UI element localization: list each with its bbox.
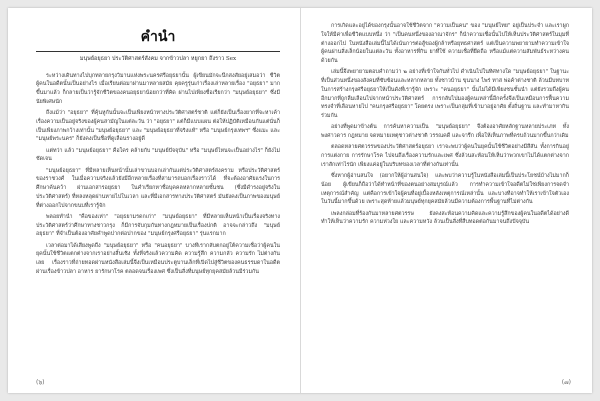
page-title: คำนำ <box>140 29 176 45</box>
paragraph: ระหว่างเดินทางไปบุกทลายกรุงวิมานแห่งพระนครศรีอยุธยานั้น ผู้เขียนมักจะนึกสงสัยอยู่เสมอว่า ชีวิตผู้คนในอดีตนั้นเป็นอย่างไร เมื่อเรียนต่อมาผ่านมาหลายสมัย คุยครูรุ่นเก่าเรื่องเล่าหลายเรื่อง "อยุธยา" มากขึ้นมาแล้ว ก็กลายเป็นว่ารู้จักชีวิตของคนอยุธยาน้อยกว่าที่คิด ผ่านไปเพียงชื่อเรียกว่า "มนุษย์อยุธยา" ซึ่งมีนัยพิเศษนัก <box>36 72 280 105</box>
left-page <box>8 8 300 393</box>
book-spread <box>8 8 592 393</box>
paragraph: แต่ทว่า แล้ว "มนุษย์อยุธยา" คือใคร คล้ายกับ "มนุษย์ปัจจุบัน" หรือ "มนุษย์ไหนจะเป็นอย่างไร" ก็ยังไม่ชัดเจน <box>36 147 280 163</box>
title-rule <box>36 51 280 52</box>
paragraph: ซึ่งหากผู้อ่านสนใจ (อยากให้ผู้อ่านสนใจ) และพบว่าความรู้ในหนังสือเล่มนี้เป็นประโยชน์บ้างไม่มากก็น้อย ผู้เขียนก็ถือว่าได้ทำหน้าที่ของตนอย่างสมบูรณ์แล้ว การทำความเข้าใจอดีตไม่ใช่เพียงการจดจำเหตุการณ์สำคัญ แต่คือการเข้าใจผู้คนที่อยู่เบื้องหลังเหตุการณ์เหล่านั้น และบางทีอาจทำให้เราเข้าใจตัวเองในวันนี้มากขึ้นด้วย เพราะสุดท้ายแล้วมนุษย์ทุกยุคสมัยล้วนมีความต้องการพื้นฐานที่ไม่ต่างกัน <box>321 173 569 206</box>
page-number: (๗) <box>561 379 571 386</box>
book-subtitle: มนุษย์อยุธยา ประวัติศาสตร์สังคม จากข้าวปลา หยูกยา ถึงราว Sex <box>79 56 237 62</box>
page-number: (๖) <box>36 379 45 386</box>
paragraph: การเกิดและอยู่ได้ของกรุงนั้นอาจใช้ชีวิตจาก "ความเป็นคน" ของ "มนุษย์ไทย" อยู่เป็นประจำ และเราผูกใจให้มีค่าเพื่อชีวิตแบบหนึ่ง ว่า "เป็นคนหนึ่งของอาณาจักร" ก็นำความเชื่อนั้นไปให้เห็นประวัติศาสตร์ในมุมที่ต่างออกไป ในหนังสือเล่มนี้ไม่ได้เน้นการต่อสู้ของผู้กล้าหรือยุทธศาสตร์ แต่เป็นความพยายามทำความเข้าใจผู้คนผ่านสิ่งเล็กน้อยในแต่ละวัน ทั้งอาหารที่กิน ยาที่ใช้ ความเชื่อที่ยึดถือ หรือแม้แต่ความสัมพันธ์ระหว่างคนด้วยกัน <box>321 23 569 64</box>
paragraph: เล่มนี้จึงพยายามตอบคำถามว่า ๒ อย่างที่เข้าใจกันทั่วไป ดำเนินไปในทิศทางใด "มนุษย์อยุธยา" ในฐานะที่เป็นส่วนหนึ่งของสังคมที่ซับซ้อนและหลากหลาย ทั้งชาวบ้าน ขุนนาง ไพร่ ทาส พ่อค้าต่างชาติ ล้วนมีบทบาทในการสร้างกรุงศรีอยุธยาให้เป็นดังที่เรารู้จัก เพราะ "คนอยุธยา" นั้นไม่ได้มีเพียงชนชั้นนำ แต่ยังรวมถึงผู้คนอีกมากที่ถูกลืมเลือนไปจากหน้าประวัติศาสตร์ การกลับไปมองผู้คนเหล่านี้อีกครั้งจึงเป็นเหมือนการฟื้นความทรงจำที่เลือนหายไป "คนกรุงศรีอยุธยา" โดยตรง เพราะเป็นกลุ่มที่เข้ามาอยู่อาศัย ตั้งถิ่นฐาน และทำมาหากินร่วมกัน <box>321 69 569 119</box>
paragraph: เวลาต่อมาได้เสียงพูดถึง "มนุษย์อยุธยา" หรือ "คนอยุธยา" บางทีเรากลับตกอยู่ใต้ความเชื่อว่าผู้คนในยุคนั้นใช้ชีวิตแตกต่างจากเราอย่างสิ้นเชิง ทั้งที่จริงแล้วความคิด ความรู้สึก ความกลัว ความรัก ไม่ต่างกันเลย เรื่องราวที่ถ่ายทอดผ่านหนังสือเล่มนี้จึงเป็นเหมือนประตูบานเล็กที่เปิดไปสู่ชีวิตของคนธรรมดาในอดีต ผ่านเรื่องข้าวปลา อาหาร ยารักษาโรค ตลอดจนเรื่องเพศ ซึ่งเป็นสิ่งที่มนุษย์ทุกยุคสมัยล้วนมีร่วมกัน <box>36 242 280 275</box>
paragraph: อย่างที่พูดมาข้างต้น การค้นหาความเป็น "มนุษย์อยุธยา" จึงต้องอาศัยหลักฐานหลายประเภท ทั้งพงศาวดาร กฎหมาย จดหมายเหตุชาวต่างชาติ วรรณคดี และจารึก เพื่อให้เห็นภาพที่ครบถ้วนมากขึ้นกว่าเดิม <box>321 124 569 139</box>
paragraph: พลอยทำนำ "คือของเห่า" "อยุธยามรดกเก่า" "มนุษย์อยุธยา" ที่มีหลายเห็นหน้าเป็นเรื่องจริงทางประวัติศาสตร์ว่าศึกษาทางชาวกรุง ก็มีการจับกุมกันทางกฎหมายเป็นเรื่องปกติ อาจจะกล่าวถึง "มนุษย์อยุธยา" ที่จำเป็นต้องอาศัยคำพูดปากต่อปากของ "มนุษย์กรุงศรีอยุธยา" รุ่นแรกมาก <box>36 213 280 238</box>
paragraph: "มนุษย์อยุธยา" ที่มีหลายเห็นหน้านั้นเล่าขานบอกเล่ากันแต่ประวัติศาสตร์สงคราม หรือประวัติศาสตร์ของราชวงศ์ ในเมื่อความจริงแล้วยังมีอีกหลายเรื่องที่สามารถบอกเรื่องราวได้ ที่จะต้องอาศัยแรงในการศึกษาค้นคว้า ผ่านเอกสารอยุธยา ในคำเรียกหาชื่อบุคคลหลากหลายชั้นชน (ซึ่งมีดำรงอยู่จริงในประวัติศาสตร์) ที่หลงหลุดผ่านหายไปในเวลา และที่มีเอกสารทางประวัติศาสตร์ มันยังคงเป็นภาพของมนุษย์ที่ต่างออกไปจากขนบที่เรารู้จัก <box>36 167 280 209</box>
paragraph: ตลอดหลายศตวรรษของประวัติศาสตร์อยุธยา เราจะพบว่าผู้คนในยุคนั้นใช้ชีวิตอย่างมีสีสัน ทั้งการกินอยู่ การแต่งกาย การรักษาโรค ไปจนถึงเรื่องความรักและเพศ ซึ่งล้วนสะท้อนให้เห็นว่าพวกเขาไม่ได้แตกต่างจากเราสักเท่าไรนัก เพียงแค่อยู่ในบริบทของเวลาที่ต่างกันเท่านั้น <box>321 144 569 168</box>
paragraph: เพลงกล่อมที่ร้องกันมาหลายศตวรรษ ยังคงสะท้อนความคิดและความรู้สึกของผู้คนในอดีตได้อย่างดี ทำให้เห็นว่าความรัก ความห่วงใย และความหวัง ล้วนเป็นสิ่งที่สืบทอดต่อกันมาจนถึงปัจจุบัน <box>321 210 569 226</box>
paragraph: ถึงแม้ว่า "อยุธยา" ที่คุ้นหูกันนั้นจะเป็นเพียงหน้าทางประวัติศาสตร์ชาติ แต่ก็ยังเป็นเรื่องยากที่จะหาเค้าเรื่องความเป็นอยู่จริงของผู้คนสามัญในแต่ละวัน ว่า "อยุธยา" แต่ก็มีแบบแผน ต่อให้ปฏิบัติเหมือนกันแต่นั่นก็เป็นเพียงภาพกว้างเท่านั้น "มนุษย์อยุธยา" และ "มนุษย์อยุธยาที่จริงแท้" หรือ "มนุษย์กรุงเทพฯ" ซึ่งแมะ และ "มนุษย์พระนคร" ก็ยังคงเป็นชื่อที่ดูเลือนรางอยู่ดี <box>36 110 281 143</box>
right-page <box>301 8 593 393</box>
